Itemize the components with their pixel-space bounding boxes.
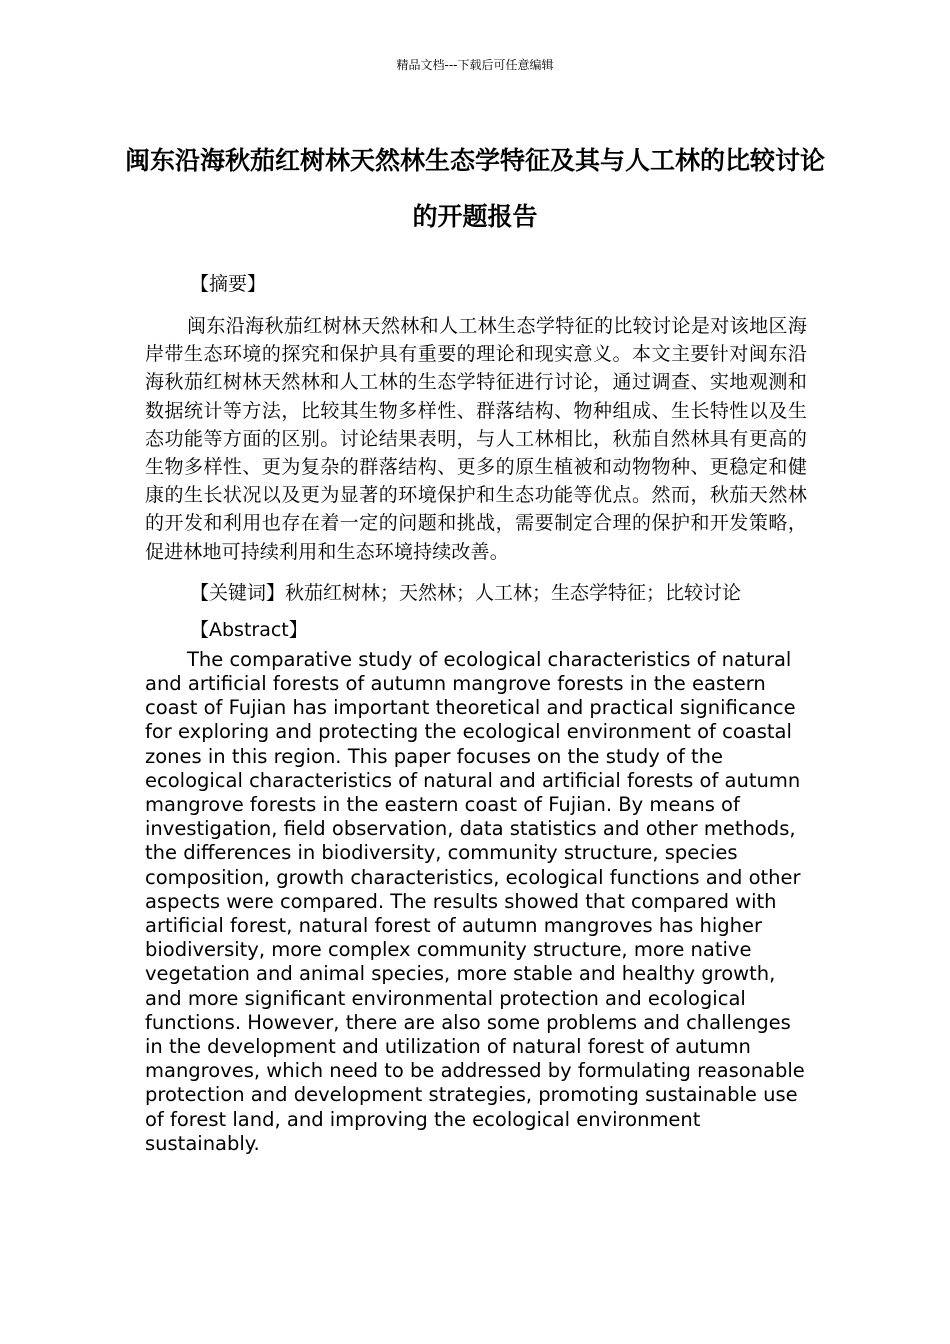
keywords-cn: 【关键词】秋茄红树林；天然林；人工林；生态学特征；比较讨论: [190, 581, 742, 604]
header-note: 精品文档---下载后可任意编辑: [396, 58, 554, 72]
abstract-cn-heading: 【摘要】: [190, 273, 267, 295]
document-body: [145, 270, 807, 1156]
document-title: 闽东沿海秋茄红树林天然林生态学特征及其与人工林的比较讨论的开题报告: [124, 146, 825, 231]
abstract-en-body: The comparative study of ecological characteristics of natural and artificial forests of autumn mangrove forests in the eastern coast of Fujian has important theoretical and practical significance for exploring and protecting the ecological environment of coastal zones in this region. This paper focuses on the study of the ecological characteristics of natural and artificial forests of autumn mangrove forests in the eastern coast of Fujian. By means of investigation, field observation, data statistics and other methods, the differences in biodiversity, community structure, species composition, growth characteristics, ecological functions and other aspects were compared. The results showed that compared with artificial forest, natural forest of autumn mangroves has higher biodiversity, more complex community structure, more native vegetation and animal species, more stable and healthy growth, and more significant environmental protection and ecological functions. However, there are also some problems and challenges in the development and utilization of natural forest of autumn mangroves, which need to be addressed by formulating reasonable protection and development strategies, promoting sustainable use of forest land, and improving the ecological environment sustainably.: [145, 647, 805, 1155]
abstract-cn-body: 闽东沿海秋茄红树林天然林和人工林生态学特征的比较讨论是对该地区海岸带生态环境的探究和保护具有重要的理论和现实意义。本文主要针对闽东沿海秋茄红树林天然林和人工林的生态学特征进行讨论，通过调查、实地观测和数据统计等方法，比较其生物多样性、群落结构、物种组成、生长特性以及生态功能等方面的区别。讨论结果表明，与人工林相比，秋茄自然林具有更高的生物多样性、更为复杂的群落结构、更多的原生植被和动物物种、更稳定和健康的生长状况以及更为显著的环境保护和生态功能等优点。然而，秋茄天然林的开发和利用也存在着一定的问题和挑战，需要制定合理的保护和开发策略，促进林地可持续利用和生态环境持续改善。: [145, 315, 807, 563]
abstract-en-heading: 【Abstract】: [190, 618, 308, 641]
